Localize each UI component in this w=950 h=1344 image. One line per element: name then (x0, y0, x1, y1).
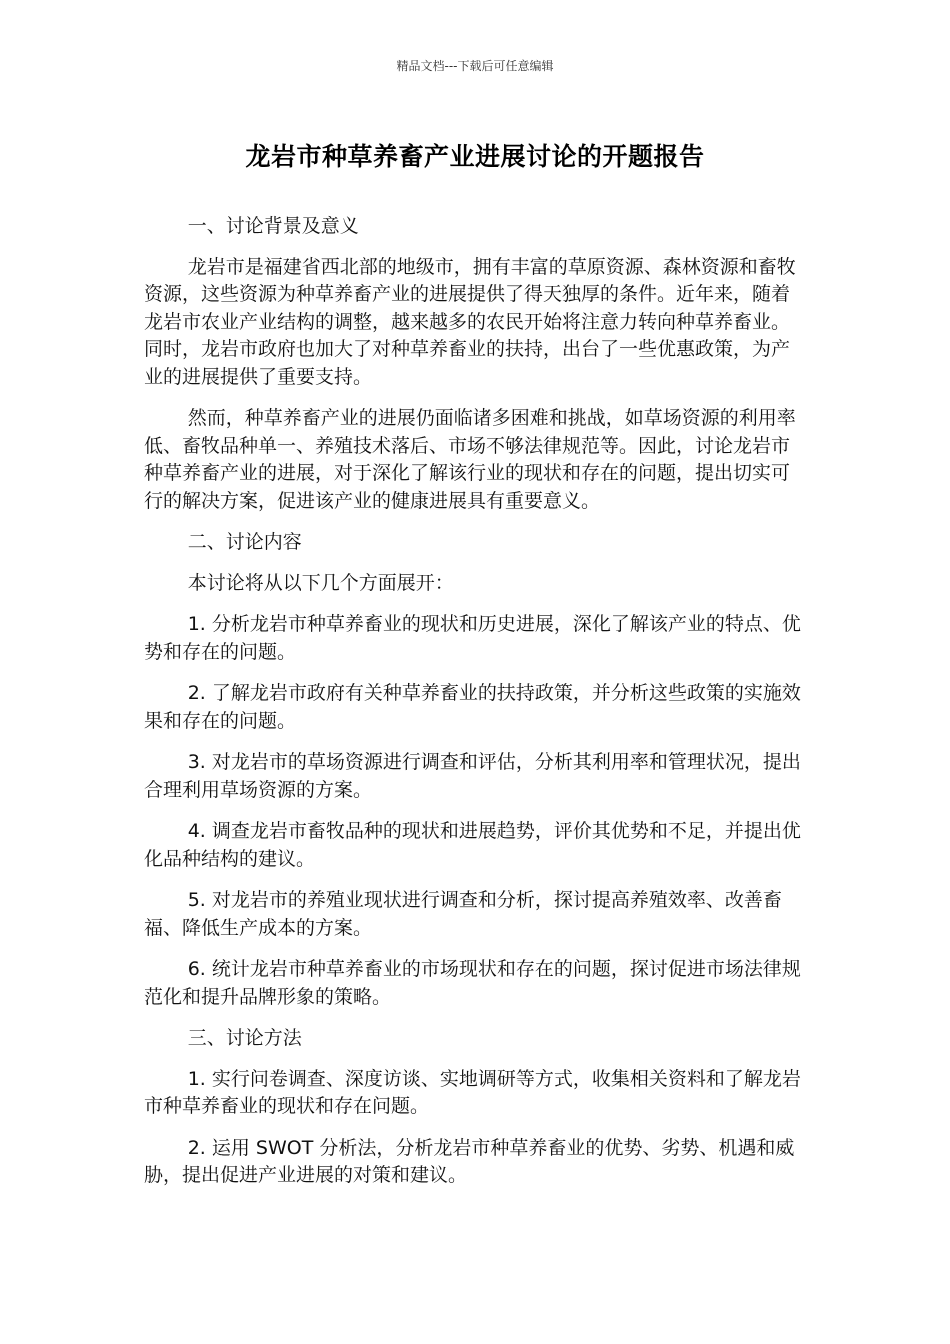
document-body (144, 213, 806, 1204)
section-heading-content: 二、讨论内容 (187, 531, 302, 553)
section-heading-background: 一、讨论背景及意义 (187, 215, 359, 237)
section-heading-methods: 三、讨论方法 (187, 1027, 302, 1049)
list-item-content-3: 3. 对龙岩市的草场资源进行调查和评估，分析其利用率和管理状况，提出合理利用草场资源的方案。 (144, 751, 801, 801)
paragraph-background-1: 龙岩市是福建省西北部的地级市，拥有丰富的草原资源、森林资源和畜牧资源，这些资源为种草养畜产业的进展提供了得天独厚的条件。近年来，随着龙岩市农业产业结构的调整，越来越多的农民开始将注意力转向种草养畜业。同时，龙岩市政府也加大了对种草养畜业的扶持，出台了一些优惠政策，为产业的进展提供了重要支持。 (144, 255, 796, 388)
list-item-methods-2: 2. 运用 SWOT 分析法，分析龙岩市种草养畜业的优势、劣势、机遇和威胁，提出促进产业进展的对策和建议。 (144, 1136, 795, 1186)
list-item-content-4: 4. 调查龙岩市畜牧品种的现状和进展趋势，评价其优势和不足，并提出优化品种结构的建议。 (144, 820, 801, 870)
list-item-content-2: 2. 了解龙岩市政府有关种草养畜业的扶持政策，并分析这些政策的实施效果和存在的问题。 (144, 682, 801, 732)
list-item-content-6: 6. 统计龙岩市种草养畜业的市场现状和存在的问题，探讨促进市场法律规范化和提升品牌形象的策略。 (144, 958, 801, 1008)
paragraph-background-2: 然而，种草养畜产业的进展仍面临诸多困难和挑战，如草场资源的利用率低、畜牧品种单一、养殖技术落后、市场不够法律规范等。因此，讨论龙岩市种草养畜产业的进展，对于深化了解该行业的现状和存在的问题，提出切实可行的解决方案，促进该产业的健康进展具有重要意义。 (144, 407, 796, 512)
list-item-methods-1: 1. 实行问卷调查、深度访谈、实地调研等方式，收集相关资料和了解龙岩市种草养畜业的现状和存在问题。 (144, 1067, 801, 1117)
list-item-content-5: 5. 对龙岩市的养殖业现状进行调查和分析，探讨提高养殖效率、改善畜福、降低生产成本的方案。 (144, 889, 782, 939)
paragraph-content-intro: 本讨论将从以下几个方面展开： (187, 571, 454, 594)
list-item-content-1: 1. 分析龙岩市种草养畜业的现状和历史进展，深化了解该产业的特点、优势和存在的问题。 (144, 613, 801, 663)
header-note: 精品文档---下载后可任意编辑 (396, 59, 554, 73)
document-title: 龙岩市种草养畜产业进展讨论的开题报告 (245, 142, 705, 171)
